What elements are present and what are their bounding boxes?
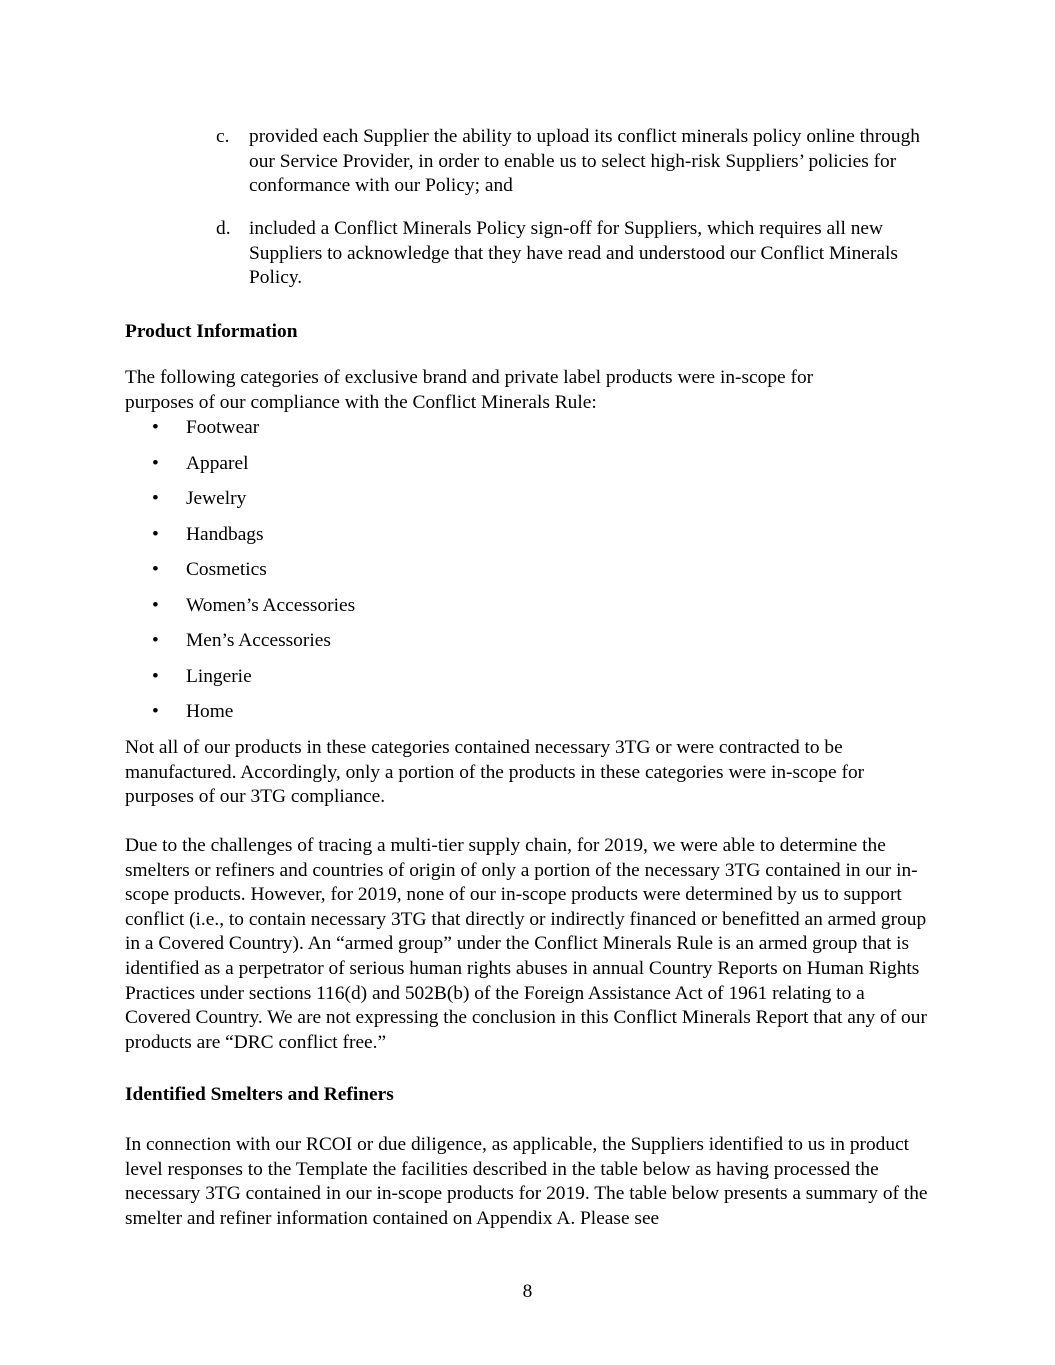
list-marker: d.	[216, 218, 231, 239]
list-item-d	[216, 217, 936, 291]
category-item	[152, 416, 552, 441]
bullet-icon: •	[152, 595, 159, 616]
bullet-icon: •	[152, 488, 159, 509]
bullet-icon: •	[152, 701, 159, 722]
bullet-icon: •	[152, 453, 159, 474]
category-label: Men’s Accessories	[186, 630, 331, 651]
bullet-icon: •	[152, 524, 159, 545]
category-label: Women’s Accessories	[186, 595, 356, 616]
conflict-determination-paragraph: Due to the challenges of tracing a multi-tier supply chain, for 2019, we were able to determine the smelters or refiners and countries of origin of only a portion of the necessary 3TG contained in our in-scope products. However, for 2019, none of our in-scope products were determined by us to support conflict (i.e., to contain necessary 3TG that directly or indirectly financed or benefitted an armed group in a Covered Country). An “armed group” under the Conflict Minerals Rule is an armed group that is identified as a perpetrator of serious human rights abuses in annual Country Reports on Human Rights Practices under sections 116(d) and 502B(b) of the Foreign Assistance Act of 1961 relating to a Covered Country. We are not expressing the conclusion in this Conflict Minerals Report that any of our products are “DRC conflict free.”	[125, 835, 927, 1053]
category-item	[152, 700, 552, 725]
smelters-paragraph: In connection with our RCOI or due diligence, as applicable, the Suppliers identified to us in product level responses to the Template the facilities described in the table below as having processed the necessary 3TG contained in our in-scope products for 2019. The table below presents a summary of the smelter and refiner information contained on Appendix A. Please see	[125, 1134, 928, 1229]
category-label: Jewelry	[186, 488, 247, 509]
category-label: Lingerie	[186, 666, 252, 687]
category-item	[152, 594, 552, 619]
page-number: 8	[522, 1281, 533, 1302]
section-heading-product-information: Product Information	[125, 321, 298, 342]
bullet-icon: •	[152, 666, 159, 687]
bullet-icon: •	[152, 630, 159, 651]
list-item-text: included a Conflict Minerals Policy sign-off for Suppliers, which requires all new Suppliers to acknowledge that they have read and understood our Conflict Minerals Policy.	[249, 218, 898, 289]
list-marker: c.	[216, 126, 230, 147]
category-item	[152, 558, 552, 583]
category-label: Handbags	[186, 524, 264, 545]
category-item	[152, 452, 552, 477]
list-item-text: provided each Supplier the ability to upload its conflict minerals policy online through our Service Provider, in order to enable us to select high-risk Suppliers’ policies for conformance with our Policy; and	[249, 126, 920, 197]
bullet-icon: •	[152, 559, 159, 580]
category-label: Cosmetics	[186, 559, 267, 580]
category-item	[152, 523, 552, 548]
category-label: Apparel	[186, 453, 249, 474]
category-item	[152, 629, 552, 654]
section-heading-smelters-refiners: Identified Smelters and Refiners	[125, 1084, 394, 1105]
category-item	[152, 487, 552, 512]
category-label: Footwear	[186, 417, 260, 438]
product-intro-paragraph: The following categories of exclusive brand and private label products were in-scope for purposes of our compliance with the Conflict Minerals Rule:	[125, 367, 814, 413]
list-item-c	[216, 125, 936, 199]
scope-paragraph: Not all of our products in these categories contained necessary 3TG or were contracted to be manufactured. Accordingly, only a portion of the products in these categories were in-scope for purposes of our 3TG compliance.	[125, 737, 865, 808]
bullet-icon: •	[152, 417, 159, 438]
category-label: Home	[186, 701, 234, 722]
category-item	[152, 665, 552, 690]
